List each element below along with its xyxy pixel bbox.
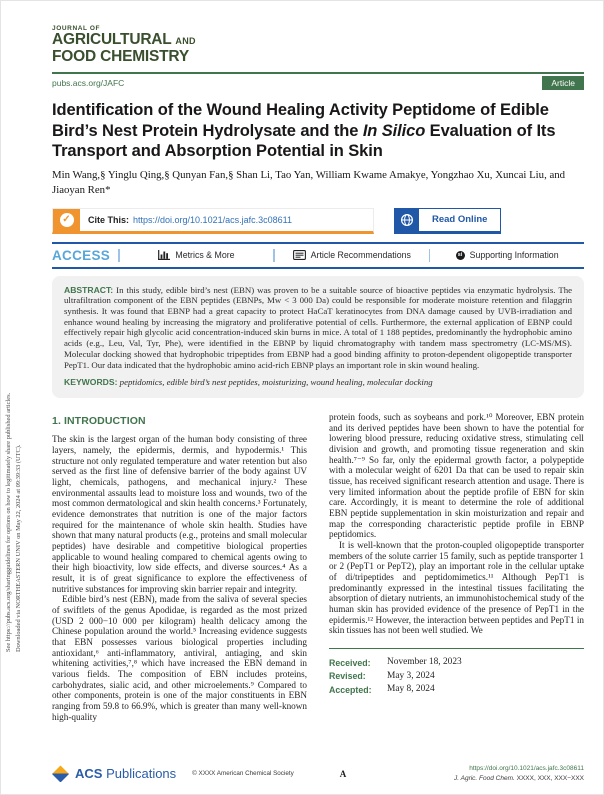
globe-icon <box>395 209 419 231</box>
journal-kicker: JOURNAL OF <box>52 25 101 32</box>
cite-row <box>52 208 584 234</box>
metrics-link[interactable] <box>120 250 274 260</box>
journal-name-and: AND <box>175 36 196 46</box>
footer-journal-citation <box>454 774 584 784</box>
check-glyph: ✓ <box>60 213 74 227</box>
bar-chart-icon <box>158 250 170 260</box>
acs-logo-rest: Publications <box>102 766 177 782</box>
access-bar <box>52 242 584 269</box>
citation-volume: XXXX, XXX, XXX−XXX <box>514 774 584 782</box>
header-divider <box>52 72 584 74</box>
acs-logo-icon <box>52 765 69 782</box>
sharing-notice <box>4 127 23 652</box>
read-online-button[interactable] <box>394 208 501 234</box>
right-column <box>329 412 584 722</box>
dates-divider <box>329 648 584 649</box>
page-number: A <box>339 768 347 779</box>
copyright-text: © XXXX American Chemical Society <box>192 770 294 778</box>
acs-logo-bold: ACS <box>75 766 103 782</box>
sharing-notice-line2: Downloaded via NORTHEASTERN UNIV on May 22, 2024 at 09:39:33 (UTC). <box>14 444 22 652</box>
cite-this-label: Cite This: <box>88 214 130 225</box>
keywords-label: KEYWORDS: <box>64 377 118 388</box>
title-part1: Identification of the Wound Healing Activity Peptidome of Edible Bird’s Nest Protein Hydrolysate and the <box>52 101 549 140</box>
received-row <box>329 656 584 670</box>
left-column <box>52 412 307 722</box>
header-row <box>52 76 584 90</box>
abstract-paragraph <box>64 285 572 371</box>
journal-name-line2: FOOD CHEMISTRY <box>52 47 189 65</box>
intro-paragraph-3: protein foods, such as soybeans and pork.¹⁰ Moreover, EBN protein and its derived peptides have been shown to have the potential for lowering blood pressure, reducing oxidative stress, stimulating cell division and growth, and promoting tissue regeneration and skin health.⁷⁻⁹ So far, only the epidermal growth factor, a polypeptide with a molecular weight of 6201 Da that can be used to repair skin tissue, has received significant research attention and usage. There is very limited information about the peptide profile of EBN for skin care. Accordingly, it is meant to determine the role of additional EBN peptide supplementation in skin moisturization and repair and map the corresponding characteristic peptide profile in EBNP peptidomics. <box>329 412 584 540</box>
access-link[interactable]: ACCESS <box>52 247 111 263</box>
si-icon: si <box>456 251 465 260</box>
article-dates <box>329 656 584 697</box>
acs-publications-logo[interactable] <box>75 766 176 781</box>
read-online-label: Read Online <box>432 214 488 226</box>
sharing-notice-line1: See https://pubs.acs.org/sharingguidelines for options on how to legitimately share published articles. <box>5 392 12 652</box>
recommendations-label: Article Recommendations <box>310 250 411 261</box>
keywords-text: peptidomics, edible bird’s nest peptides, moisturizing, wound healing, molecular docking <box>117 377 433 388</box>
accepted-date: May 8, 2024 <box>387 684 435 695</box>
intro-paragraph-1: The skin is the largest organ of the human body consisting of three layers, namely, the epidermis, dermis, and hypodermis.¹ This structure not only regulated temperature and water retention but also served as the first line of defensive barrier of the body against UV light, chemicals, pathogens, and mechanical injury.² These environmental assaults lead to moisture loss and wounds, two of the most common dermatological and skin health concerns.³ Fortunately, evidence demonstrates that nutrition is one of the major factors required for the maintenance of whole skin health. Studies have shown that many natural products (e.g., proteins and small molecular peptides) have desirable and competitive biological properties applicable to wound healing compared to chemical agents owing to their high bioactivity, low side effects, and diverse sources.⁴ As a result, it is of great significance to explore the effectiveness of nutritive substances for improving skin barrier repair and integrity. <box>52 434 307 594</box>
footer-doi-link[interactable]: https://doi.org/10.1021/acs.jafc.3c08611 <box>469 764 584 772</box>
metrics-label: Metrics & More <box>175 250 235 261</box>
journal-logo <box>52 25 584 65</box>
recommendations-link[interactable] <box>275 250 429 260</box>
revised-row <box>329 670 584 684</box>
abstract-box <box>52 276 584 398</box>
accepted-row <box>329 683 584 697</box>
doi-link[interactable]: https://doi.org/10.1021/acs.jafc.3c08611 <box>133 214 292 225</box>
intro-paragraph-2: Edible bird’s nest (EBN), made from the saliva of several species of swiftlets of the genus Apodidae, is regarded as the most prized (USD 2 000−10 000 per kilogram) health delicacy among the Chinese population around the world.⁵ Increasing evidence suggests that EBN possesses various biological properties including antioxidant,⁶ anti-inflammatory, antiviral, antiaging, and skin whitening activities,⁷,⁸ which have increased the EBN demand in various fields. The composition of EBN includes proteins, carbohydrates, sialic acid, and other microelements.⁹ Compared to other components, protein is one of the major constituents in EBN ranging from 59.8 to 66.9%, which is greater than many well-known high-quality <box>52 594 307 722</box>
revised-label: Revised: <box>329 671 366 682</box>
article-title <box>52 100 584 161</box>
journal-url-link[interactable]: pubs.acs.org/JAFC <box>52 78 125 89</box>
journal-name-main: AGRICULTURAL <box>52 31 172 48</box>
accepted-label: Accepted: <box>329 684 372 695</box>
journal-name-line1 <box>52 32 584 49</box>
recommendations-icon <box>293 250 306 260</box>
keywords-line <box>64 377 572 388</box>
cite-this-box[interactable] <box>52 208 374 234</box>
cite-check-icon <box>53 209 80 231</box>
supporting-info-label: Supporting Information <box>469 250 559 261</box>
title-part2: Evaluation of Its Transport and Absorption Potential in Skin <box>52 121 556 161</box>
section-heading-introduction: 1. INTRODUCTION <box>52 415 146 427</box>
author-list: Min Wang,§ Yinglu Qing,§ Qunyan Fan,§ Shan Li, Tao Yan, William Kwame Amakye, Yongzhao Xu, Xuncai Liu, and Jiaoyan Ren* <box>52 169 566 197</box>
article-type-badge: Article <box>542 76 584 90</box>
journal-abbrev: J. Agric. Food Chem. <box>454 774 515 782</box>
body-columns <box>52 412 584 722</box>
supporting-info-link[interactable] <box>430 250 584 260</box>
article-page <box>52 0 584 722</box>
abstract-label: ABSTRACT: <box>64 284 114 295</box>
intro-paragraph-4: It is well-known that the proton-coupled oligopeptide transporter members of the solute carrier 15 family, such as peptide transporter 1 or 2 (PepT1 or PepT2), play an important role in the cellular uptake of di/tripeptides and peptidomimetics.¹¹ Although PepT1 is predominantly expressed in the intestinal tissues facilitating the absorption of dietary nutrients, an immunohistochemical study of the human skin has provided evidence of the presence of PepT1 in the epidermis.¹² However, the interaction between peptides and PepT1 in skin tissues has not been well studied. We <box>329 540 584 636</box>
title-italic: In Silico <box>362 121 426 140</box>
received-date: November 18, 2023 <box>387 657 462 668</box>
footer-citation-block <box>454 764 584 784</box>
revised-date: May 3, 2024 <box>387 670 435 681</box>
received-label: Received: <box>329 657 371 668</box>
page-footer <box>52 764 584 784</box>
abstract-text: In this study, edible bird’s nest (EBN) was proven to be a suitable source of bioactive peptides via enzymatic hydrolysis. The ultrafiltration component of the EBN peptides (EBNPs, Mw < 3 000 Da) could be responsible for moderate moisture retention and filaggrin synthesis. It was found that EBNP had a great capacity to protect HaCaT keratinocytes from DNA damage caused by UVB-irradiation and enhance wound healing by increasing the migratory and proliferative potential of cells. Furthermore, the external application of EBNP could effectively repair high glycolic acid concentration-induced skin burns in mice. A total of 1 188 peptides, predominantly the hydrophobic amino acids (e.g., Leu, Val, Tyr, Phe), were identified in the EBNP by liquid chromatography with tandem mass spectrometry (LC-MS/MS). Molecular docking showed that hydrophobic tripeptides from EBNP had a good binding affinity to proton-dependent oligopeptide transporter PepT1. Our data indicated that the hydrophobic amino acid-rich EBNP plays an important role in skin wound healing. <box>64 284 572 370</box>
